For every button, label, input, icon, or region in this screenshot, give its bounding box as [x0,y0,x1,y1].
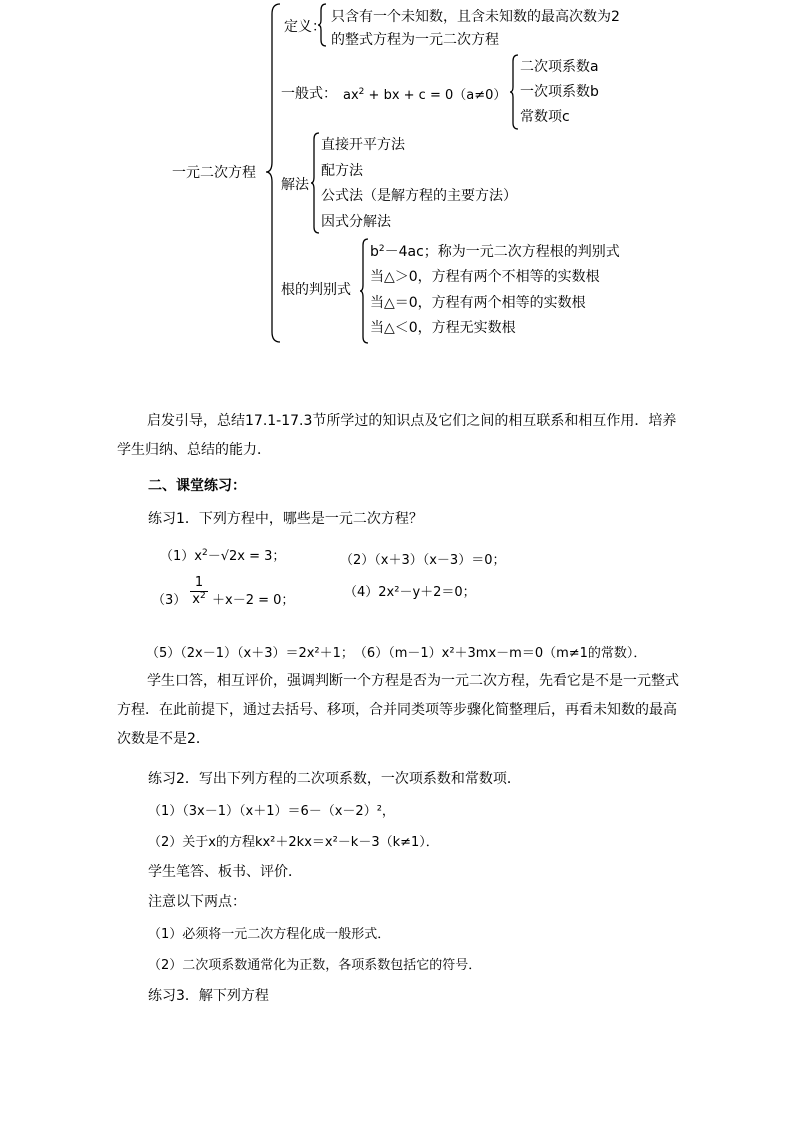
definition-label: 定义： [284,19,326,35]
method-formula: 公式法（是解方程的主要方法） [321,188,517,204]
methods-brace [311,133,321,233]
exercise1-eq2: （2）（x＋3）（x－3）＝0； [340,553,506,568]
closing-line1: 学生笔答、板书、评价． [148,864,302,880]
discriminant-zero: 当△＝0，方程有两个相等的实数根 [370,295,586,311]
discriminant-definition: $b^2-4ac$；称为一元二次方程根的判别式 [370,244,620,260]
definition-brace [318,4,328,46]
exercise1-prompt: 练习1．下列方程中，哪些是一元二次方程？ [148,511,423,527]
method-square-root: 直接开平方法 [321,137,405,153]
discriminant-negative: 当△＜0，方程无实数根 [370,320,516,336]
coef-linear: 一次项系数b [520,84,599,100]
closing-note2: （2）二次项系数通常化为正数，各项系数包括它的符号． [148,958,482,973]
coef-quadratic: 二次项系数a [520,59,599,75]
coef-constant: 常数项c [520,109,570,125]
method-factoring: 因式分解法 [321,214,391,230]
discussion1: 学生口答，相互评价，强调判断一个方程是否为一元二次方程，先看它是不是一元整式方程．在此前提下，通过去括号、移项，合并同类项等步骤化简整理后，再看未知数的最高次数是不是2． [117,673,679,747]
exercise1-eq3-label: （3） [152,593,187,608]
exercise2-prompt: 练习2．写出下列方程的二次项系数，一次项系数和常数项． [148,771,521,787]
general-form-brace [510,55,520,129]
outline-root: 一元二次方程 [172,165,256,181]
section-title: 二、课堂练习： [148,478,246,494]
discriminant-label: 根的判别式 [281,282,351,298]
intro-paragraph: 启发引导，总结17.1-17.3节所学过的知识点及它们之间的相互联系和相互作用．培养学生归纳、总结的能力． [117,413,677,458]
exercise1-eq1: $(1)x^2-√2x = 3$； [160,548,286,564]
exercise1-eq56: （5）（2x－1）（x＋3）＝2x²＋1； （6）（m－1）x²＋3mx－m＝0（m≠1的常数）． [146,646,647,661]
general-form-label: 一般式： [281,86,337,102]
closing-note1: （1）必须将一元二次方程化成一般形式． [148,927,391,942]
exercise2-q2: （2）关于x的方程kx²＋2kx＝x²－k－3（k≠1）． [148,835,439,850]
exercise1-eq3-rest: ＋x－2 = 0； [212,593,295,608]
method-completing-square: 配方法 [321,163,363,179]
general-form-equation: $ax^2$ + bx + c = 0（a≠0） [343,87,507,103]
definition-line1: 只含有一个未知数，且含未知数的最高次数为2 [331,9,620,25]
exercise1-eq4: （4）2x²－y＋2＝0； [344,585,476,600]
methods-label: 解法 [281,177,309,193]
discriminant-brace [360,239,370,343]
closing-line2: 注意以下两点： [148,894,246,910]
exercise3-prompt: 练习3．解下列方程 [148,988,269,1004]
exercise1-eq3-fraction: $\frac{1}{x^2}$ [190,575,208,607]
discriminant-positive: 当△＞0，方程有两个不相等的实数根 [370,269,600,285]
main-brace [268,4,282,344]
exercise2-q1: （1）（3x－1）（x＋1）＝6－（x－2）²， [148,804,395,819]
definition-line2: 的整式方程为一元二次方程 [331,32,499,48]
